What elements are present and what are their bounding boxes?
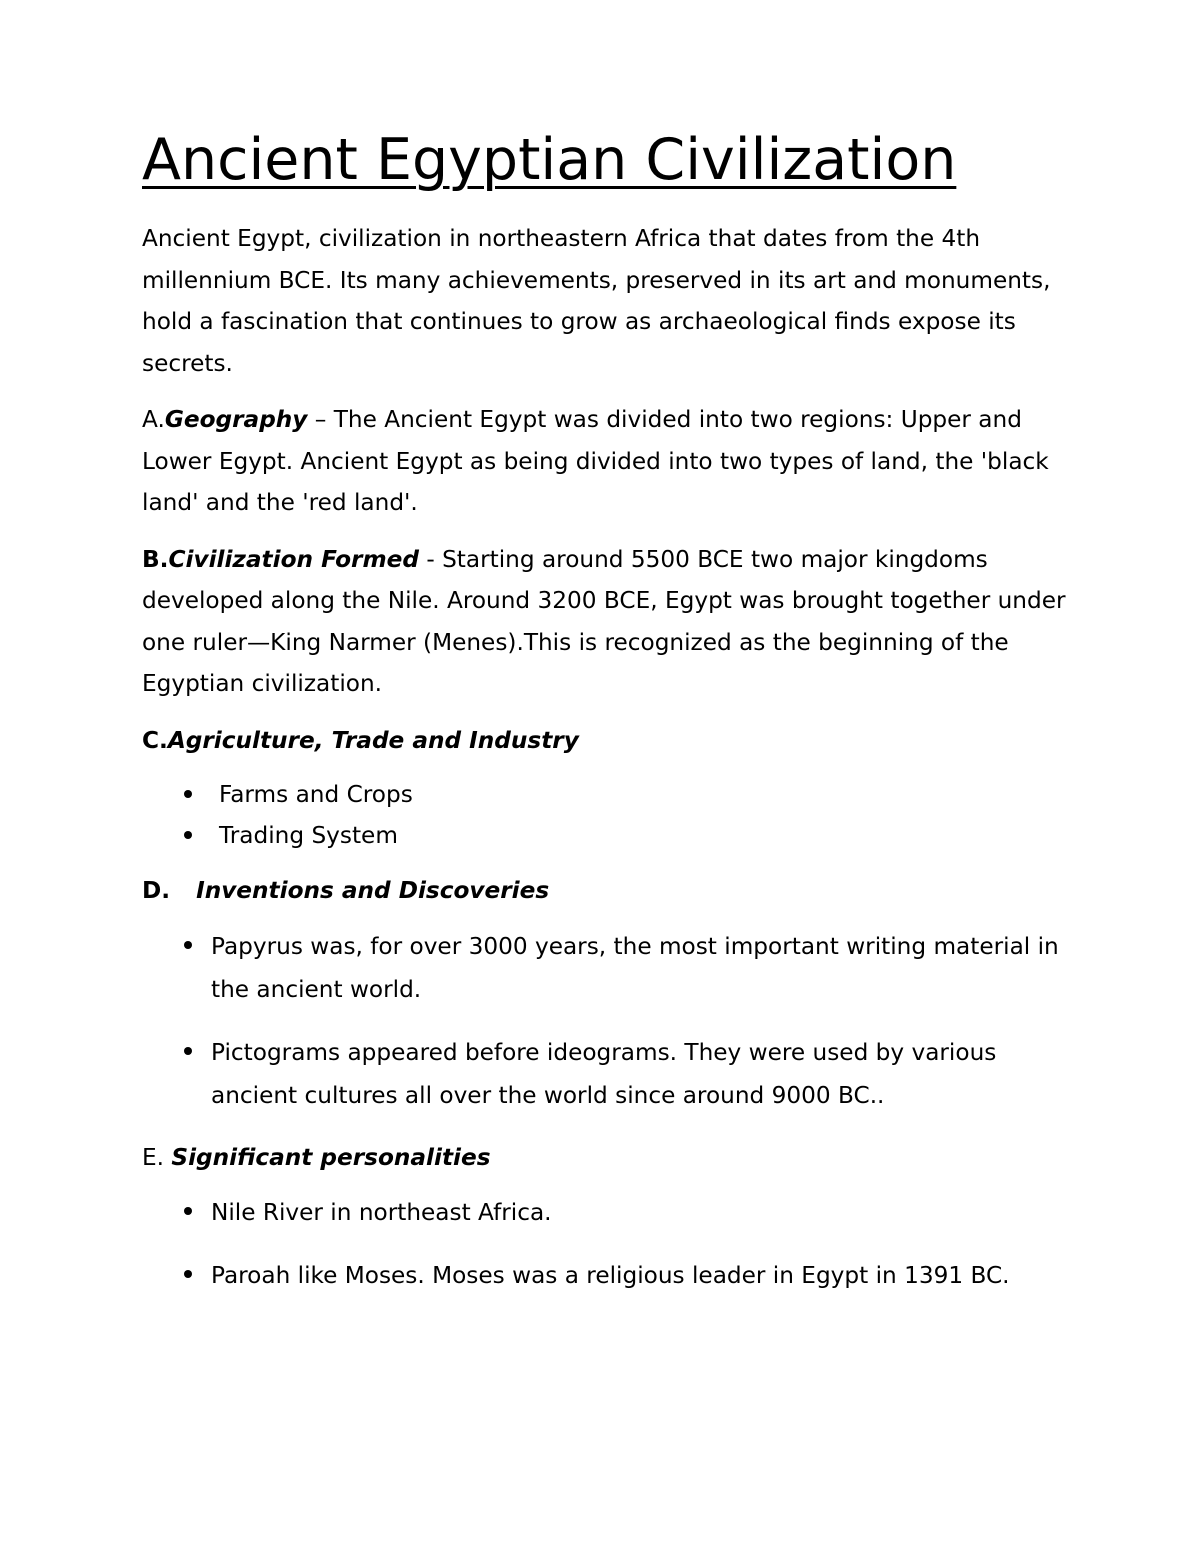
bullet-icon <box>184 1207 192 1215</box>
section-heading: Inventions and Discoveries <box>196 877 550 904</box>
section-letter: C. <box>142 726 168 754</box>
list-item <box>142 925 1072 1011</box>
bullet-icon <box>184 790 192 798</box>
section-agriculture-heading <box>142 720 1072 762</box>
document-page <box>142 120 1072 1317</box>
list-item <box>142 1031 1072 1117</box>
list-item <box>142 774 1072 815</box>
section-civilization-formed <box>142 539 1072 705</box>
list-item-text: Paroah like Moses. Moses was a religious leader in Egypt in 1391 BC. <box>211 1262 1010 1289</box>
inventions-list <box>142 925 1072 1117</box>
personalities-list <box>142 1191 1072 1297</box>
section-letter: B. <box>142 545 169 573</box>
section-heading: Geography <box>164 406 308 433</box>
section-heading: Civilization Formed <box>168 545 419 573</box>
list-item-text: Papyrus was, for over 3000 years, the most important writing material in the ancient world. <box>211 932 1059 1003</box>
section-letter: D. <box>142 877 171 904</box>
agriculture-list <box>142 774 1072 856</box>
list-item <box>142 1191 1072 1234</box>
document-title: Ancient Egyptian Civilization <box>142 127 957 193</box>
section-letter: E. <box>142 1143 165 1171</box>
list-item-text: Farms and Crops <box>219 781 413 808</box>
section-geography <box>142 399 1072 524</box>
section-personalities-heading <box>142 1137 1072 1179</box>
bullet-icon <box>184 1270 192 1278</box>
bullet-icon <box>184 941 192 949</box>
section-body: - Starting around 5500 BCE two major kingdoms developed along the Nile. Around 3200 BCE, Egypt was brought together under one ruler—King Narmer (Menes).This is recognized as the beginning of the Egyptian civilization. <box>142 545 1066 697</box>
section-body: – The Ancient Egypt was divided into two regions: Upper and Lower Egypt. Ancient Egypt as being divided into two types of land, the 'black land' and the 'red land'. <box>142 406 1049 516</box>
list-item <box>142 815 1072 856</box>
intro-paragraph: Ancient Egypt, civilization in northeastern Africa that dates from the 4th millennium BCE. Its many achievements, preserved in its art and monuments, hold a fascination that continues to grow as archaeological finds expose its secrets. <box>142 225 1051 377</box>
list-item-text: Nile River in northeast Africa. <box>211 1199 552 1226</box>
bullet-icon <box>184 1047 192 1055</box>
bullet-icon <box>184 831 192 839</box>
section-letter: A. <box>142 406 165 433</box>
list-item <box>142 1254 1072 1297</box>
section-inventions-heading <box>142 870 1072 912</box>
section-heading: Agriculture, Trade and Industry <box>167 726 579 754</box>
list-item-text: Trading System <box>219 822 398 849</box>
section-heading: Significant personalities <box>171 1143 491 1171</box>
list-item-text: Pictograms appeared before ideograms. They were used by various ancient cultures all over the world since around 9000 BC.. <box>211 1038 997 1109</box>
